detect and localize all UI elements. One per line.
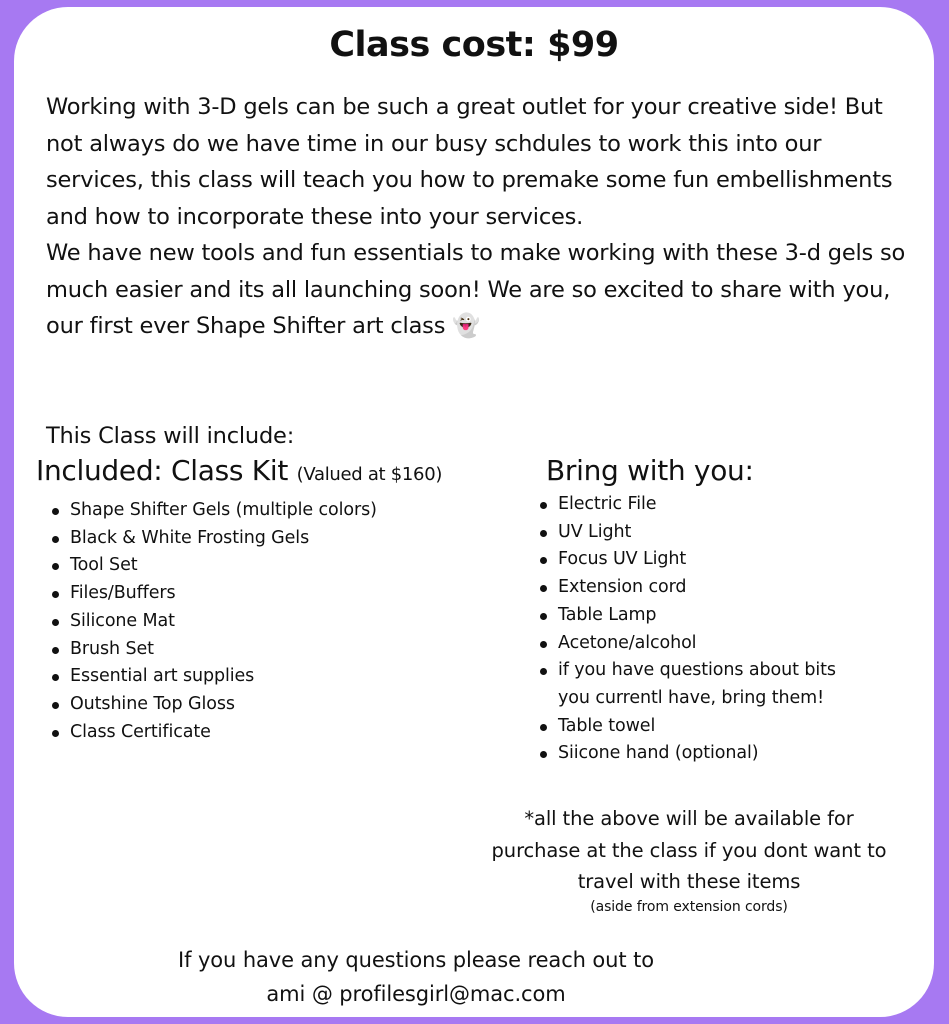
list-item: Extension cord — [522, 574, 852, 602]
list-item: Shape Shifter Gels (multiple colors) — [36, 497, 526, 525]
bring-with-you-list — [522, 491, 852, 768]
list-item: Files/Buffers — [36, 580, 526, 608]
class-kit-list — [36, 497, 526, 746]
list-item: Outshine Top Gloss — [36, 691, 526, 719]
class-cost-title: Class cost: $99 — [329, 25, 619, 65]
availability-note-aside: (aside from extension cords) — [590, 898, 788, 915]
class-kit-section — [36, 453, 526, 746]
include-heading: This Class will include: — [46, 423, 295, 449]
class-kit-value: (Valued at $160) — [296, 464, 443, 485]
list-item: Tool Set — [36, 552, 526, 580]
intro-paragraph-1: Working with 3-D gels can be such a great outlet for your creative side! But not always do we have time in our busy schdules to work this into our services, this class will teach you how to premake some fun embellishments and how to incorporate these into your services. — [46, 94, 893, 230]
bring-with-you-heading: Bring with you: — [546, 454, 754, 487]
contact-line-1: If you have any questions please reach out to — [178, 948, 654, 972]
class-kit-heading — [36, 453, 526, 493]
list-item: Table Lamp — [522, 602, 852, 630]
list-item: Class Certificate — [36, 719, 526, 747]
bring-with-you-section — [522, 453, 922, 768]
class-kit-title: Included: Class Kit — [36, 454, 289, 487]
list-item: Electric File — [522, 491, 852, 519]
list-item: Essential art supplies — [36, 663, 526, 691]
availability-note-text: *all the above will be available for purchase at the class if you dont want to travel with these items — [491, 807, 887, 893]
flyer-card — [14, 7, 934, 1017]
contact-info — [116, 943, 716, 1011]
list-item: UV Light — [522, 519, 852, 547]
list-item: Siicone hand (optional) — [522, 740, 852, 768]
list-item: Focus UV Light — [522, 546, 852, 574]
intro-paragraph-2: We have new tools and fun essentials to make working with these 3-d gels so much easier and its all launching soon! We are so excited to share with you, our first ever Shape Shifter art class 👻 — [46, 240, 906, 339]
list-item: if you have questions about bits you currentl have, bring them! — [522, 657, 852, 712]
list-item: Acetone/alcohol — [522, 630, 852, 658]
list-item: Table towel — [522, 713, 852, 741]
list-item: Brush Set — [36, 636, 526, 664]
contact-email: ami @ profilesgirl@mac.com — [266, 982, 566, 1006]
list-item: Silicone Mat — [36, 608, 526, 636]
list-item: Black & White Frosting Gels — [36, 525, 526, 553]
intro-text — [46, 89, 916, 345]
availability-note — [484, 803, 894, 916]
